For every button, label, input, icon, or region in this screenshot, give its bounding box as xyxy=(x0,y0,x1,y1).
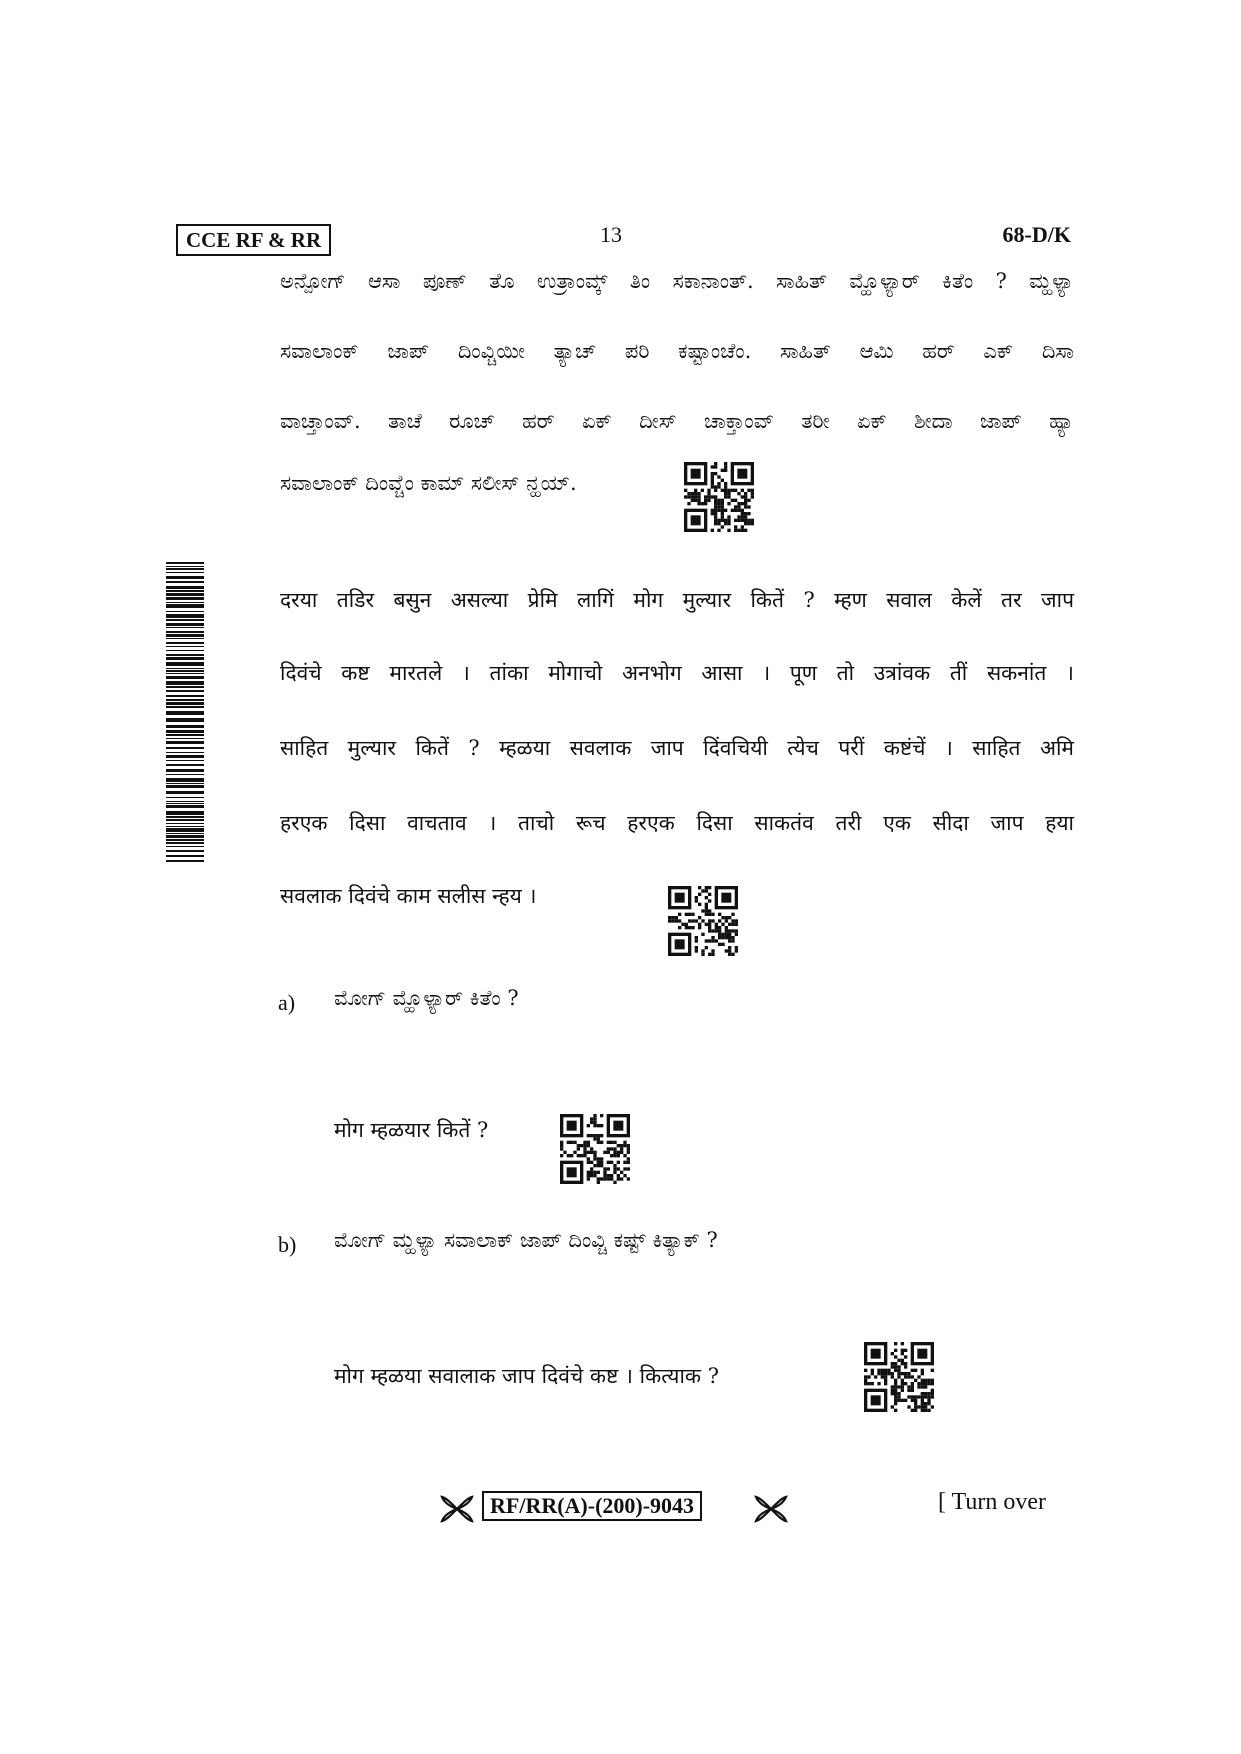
kannada-passage-line: ಅನ್ಪೋಗ್ ಆಸಾ ಪೂಣ್ ತೊ ಉತ್ರಾಂವ್ಕ್ ತಿಂ ಸಕಾನಾಂತ್. ಸಾಹಿತ್ ಮ್ಹೊಳ್ಯಾರ್ ಕಿತೆಂ ? ಮ್ಹಳ್ಯಾ xyxy=(280,269,1074,293)
kannada-passage-line: ಸವಾಲಾಂಕ್ ಜಾಪ್ ದಿಂವ್ಚಿಯೀ ತ್ಯಾಚ್ ಪರಿ ಕಷ್ಟಾಂಚೆಂ. ಸಾಹಿತ್ ಆಮಿ ಹರ್ ಎಕ್ ದಿಸಾ xyxy=(280,339,1074,363)
side-barcode xyxy=(166,562,204,862)
question-a-kannada: ಮೋಗ್ ಮ್ಹೊಳ್ಯಾರ್ ಕಿತೆಂ ? xyxy=(334,986,519,1010)
series-label: CCE RF & RR xyxy=(176,224,331,256)
kannada-passage-line: ಸವಾಲಾಂಕ್ ದಿಂವ್ಚೆಂ ಕಾಮ್ ಸಲೀಸ್ ನ್ಹಯ್. xyxy=(280,471,577,495)
question-a-devanagari: मोग म्हळयार कितें ? xyxy=(334,1118,489,1142)
devanagari-passage-line: दरया तडिर बसुन असल्या प्रेमि लागिं मोग मुल्यार कितें ? म्हण सवाल केलें तर जाप xyxy=(280,588,1074,612)
devanagari-passage-line: दिवंचे कष्ट मारतले । तांका मोगाचो अनभोग आसा । पूण तो उत्रांवक तीं सकनांत । xyxy=(280,661,1074,685)
turn-over-label: [ Turn over xyxy=(938,1489,1047,1515)
devanagari-passage-line: साहित मुल्यार कितें ? म्हळया सवलाक जाप दिंवचियी त्येच परीं कष्टंचें । साहित अमि xyxy=(280,736,1074,760)
booklet-code: RF/RR(A)-(200)-9043 xyxy=(482,1491,702,1521)
ornament-icon xyxy=(754,1494,788,1524)
paper-code: 68-D/K xyxy=(1002,222,1071,247)
qr-code xyxy=(864,1342,934,1412)
qr-code xyxy=(560,1114,630,1184)
question-marker-a: a) xyxy=(278,990,296,1015)
devanagari-passage-line: सवलाक दिवंचे काम सलीस न्हय । xyxy=(280,884,537,908)
devanagari-passage-line: हरएक दिसा वाचताव । ताचो रूच हरएक दिसा साकतंव तरी एक सीदा जाप हया xyxy=(280,811,1074,835)
question-b-kannada: ಮೋಗ್ ಮ್ಹಳ್ಯಾ ಸವಾಲಾಕ್ ಜಾಪ್ ದಿಂವ್ಚಿ ಕಷ್ಟ್ ಕಿತ್ಯಾಕ್ ? xyxy=(334,1228,718,1252)
qr-code xyxy=(684,462,754,532)
question-b-devanagari: मोग म्हळया सवालाक जाप दिवंचे कष्ट । कित्याक ? xyxy=(334,1364,719,1388)
kannada-passage-line: ವಾಚ್ತಾಂವ್. ತಾಚೆ ರೂಚ್ ಹರ್ ಏಕ್ ದೀಸ್ ಚಾಕ್ತಾಂವ್ ತರೀ ಏಕ್ ಶೀದಾ ಜಾಪ್ ಹ್ಯಾ xyxy=(280,409,1074,433)
qr-code xyxy=(668,886,738,956)
question-marker-b: b) xyxy=(278,1232,297,1257)
ornament-icon xyxy=(440,1494,474,1524)
page-number: 13 xyxy=(600,222,622,247)
